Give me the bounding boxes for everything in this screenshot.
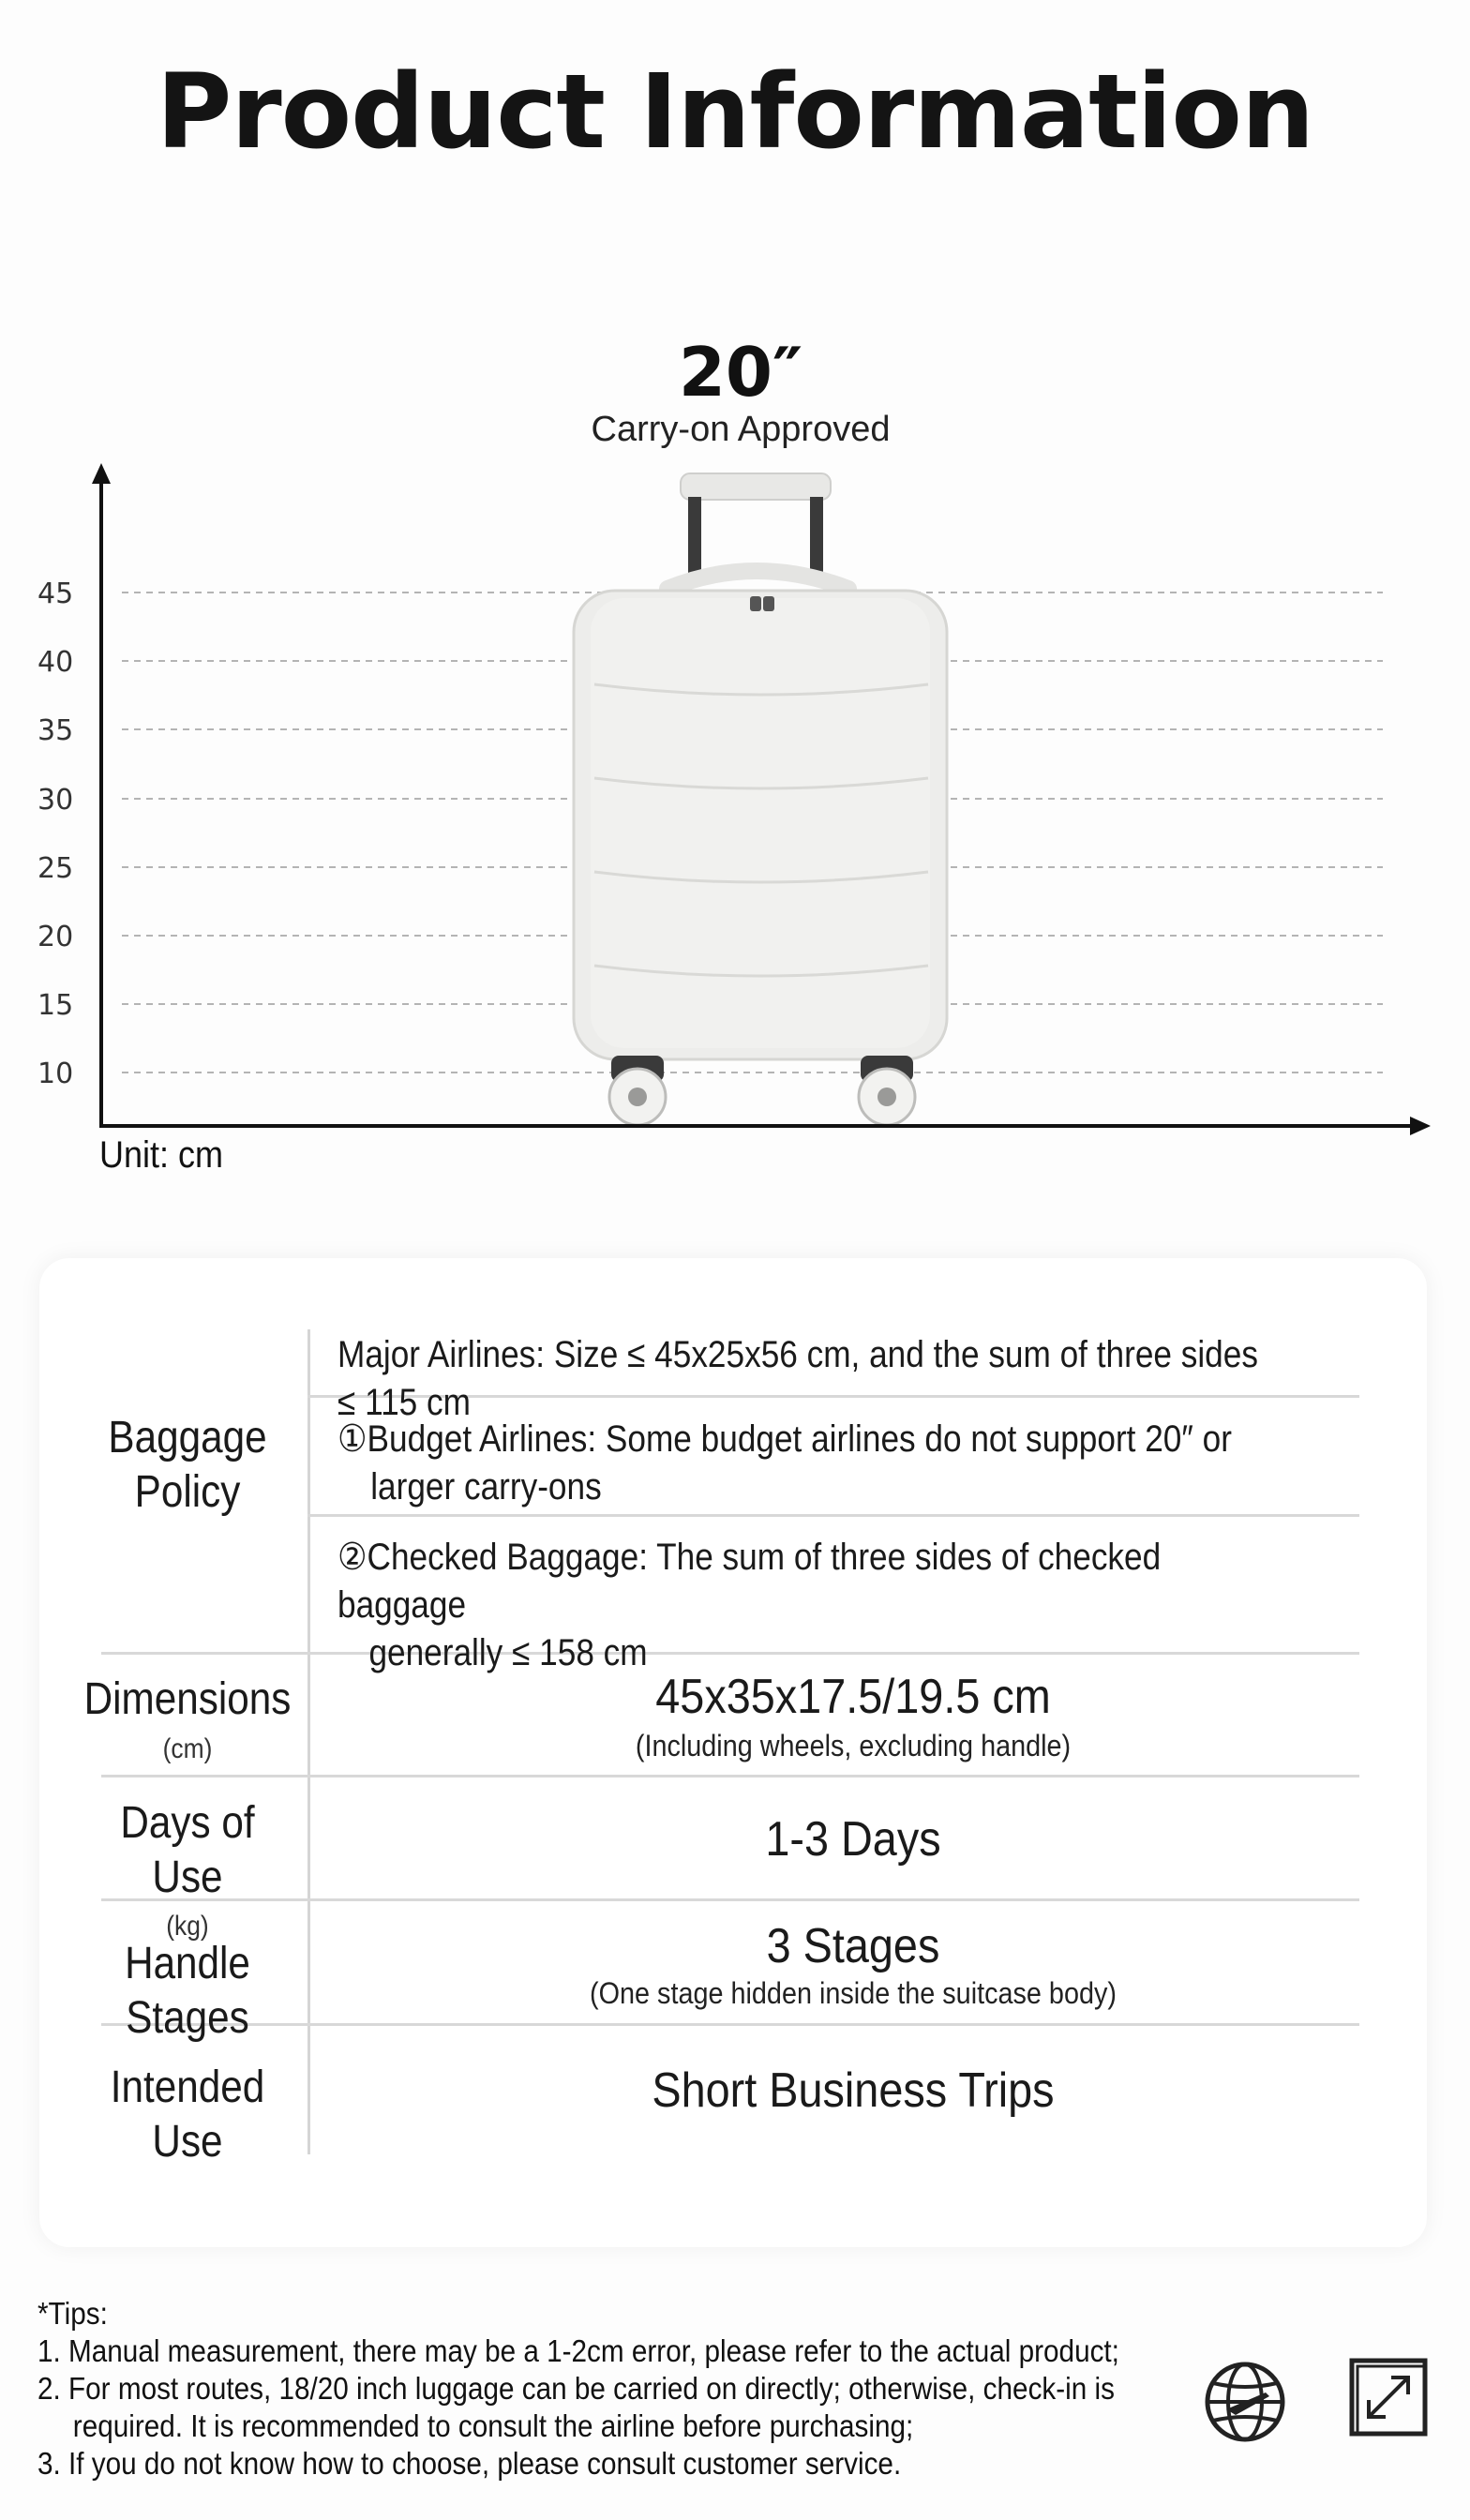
intended-use-value: Short Business Trips [652,2063,1055,2118]
y-tick-label: 45 [38,578,74,610]
tips-heading: *Tips: [38,2296,108,2331]
row-divider [101,1775,1359,1778]
days-of-use-value: 1-3 Days [765,1812,941,1867]
globe-plane-icon [1198,2355,1292,2449]
tip-item: 3. If you do not know how to choose, please consult customer service. [38,2446,902,2481]
size-label: 20″ [678,333,803,412]
days-of-use-label: Days of Use (kg) [120,1798,255,1942]
dimensions-value: 45x35x17.5/19.5 cm [655,1670,1051,1724]
tip-item: 2. For most routes, 18/20 inch luggage can be carried on directly; otherwise, check-in is [38,2371,1115,2406]
handle-stages-note: (One stage hidden inside the suitcase body) [590,1976,1117,2010]
tip-item: 1. Manual measurement, there may be a 1-2cm error, please refer to the actual product; [38,2333,1119,2368]
row-divider [308,1514,1359,1517]
intended-use-label: Intended Use [110,2062,265,2167]
y-tick-label: 30 [38,784,74,817]
y-tick-label: 35 [38,714,74,747]
page-title: Product Information [156,52,1314,172]
y-tick-label: 20 [38,921,74,953]
tips-section [38,2295,1119,2482]
carry-on-label: Carry-on Approved [591,410,891,449]
baggage-policy-label: Baggage Policy [108,1413,267,1517]
dimensions-label: Dimensions (cm) [83,1674,292,1764]
handle-stages-value: 3 Stages [766,1919,940,1973]
tip-item: required. It is recommended to consult the airline before purchasing; [72,2408,914,2443]
policy-budget-airlines: ①Budget Airlines: Some budget airlines do not support 20″ or larger carry-ons [338,1418,1232,1508]
policy-checked-baggage: ②Checked Baggage: The sum of three sides of checked baggage generally ≤ 158 cm [338,1537,1162,1674]
dimensions-note: (Including wheels, excluding handle) [635,1729,1072,1762]
unit-label: Unit: cm [99,1134,224,1176]
y-tick-label: 15 [38,989,74,1022]
y-tick-label: 40 [38,646,74,679]
y-tick-label: 10 [38,1058,74,1090]
y-tick-label: 25 [38,852,74,885]
policy-major-airlines: Major Airlines: Size ≤ 45x25x56 cm, and the sum of three sides ≤ 115 cm [338,1334,1258,1424]
expand-arrows-icon [1346,2355,1431,2439]
table-column-divider [308,1329,310,2154]
suitcase-illustration [574,473,947,1125]
handle-stages-label: Handle Stages [125,1939,250,2043]
size-chart [0,459,1470,1191]
